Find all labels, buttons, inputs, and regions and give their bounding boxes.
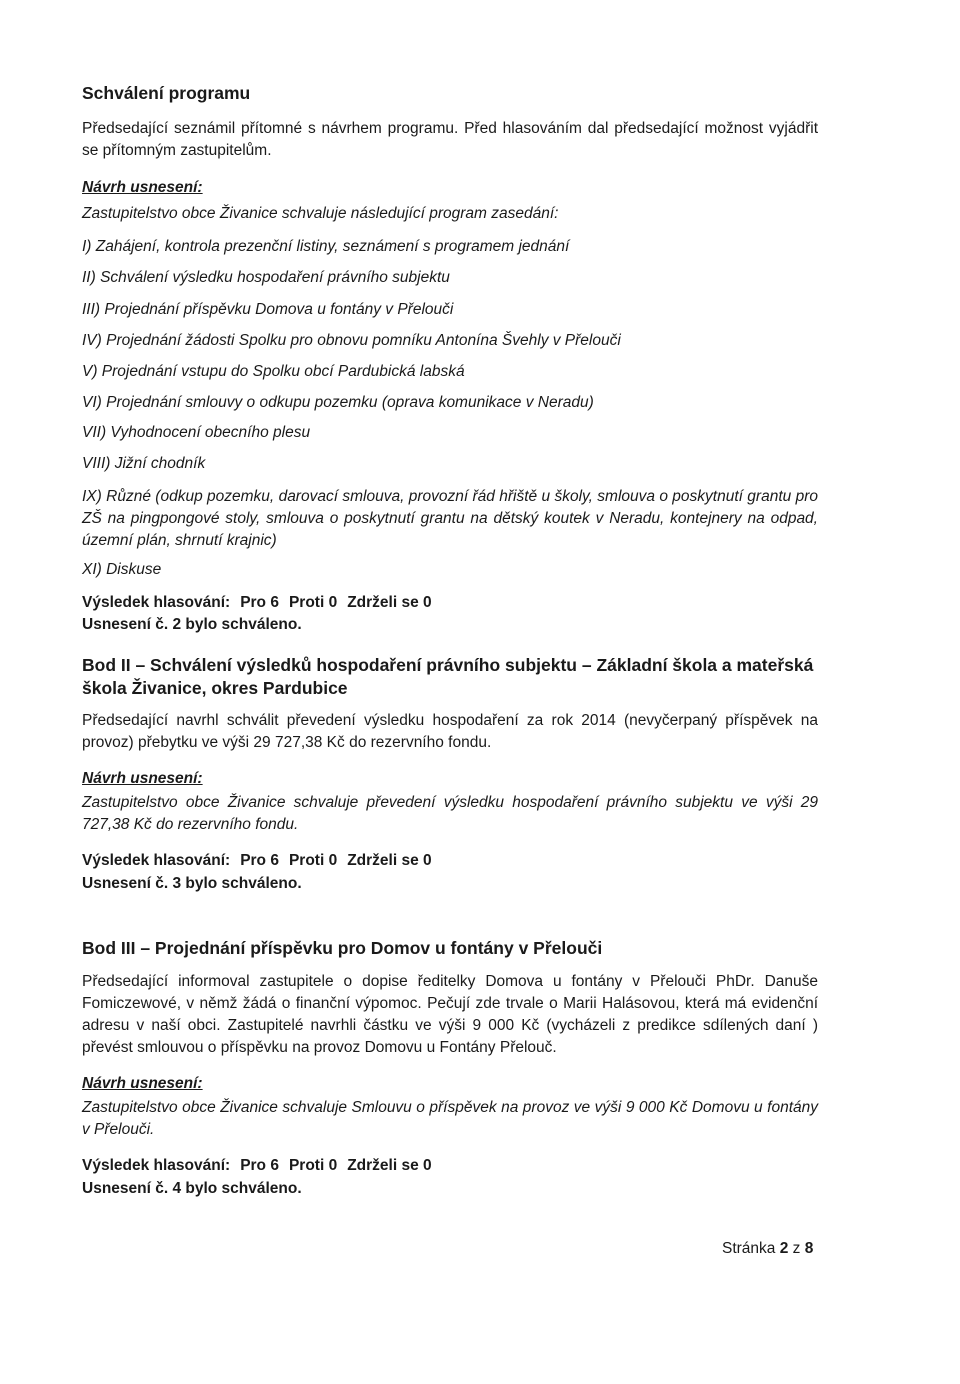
bod2-navrh-label: Návrh usnesení: — [82, 770, 203, 787]
vote-pro: Pro 6 — [240, 1157, 279, 1174]
vote-zdrzeli: Zdrželi se 0 — [347, 852, 432, 869]
agenda-item: IX) Různé (odkup pozemku, darovací smlouva, provozní řád hřiště u školy, smlouva o poskytnutí grantu pro ZŠ na pingpongové stoly, smlouva o poskytnutí grantu na dětský koutek v Neradu, kontejnery na odpad, územní plán, shrnutí krajnic) — [82, 488, 818, 549]
vote-proti: Proti 0 — [288, 1157, 338, 1174]
bod3-intro: Předsedající informoval zastupitele o dopise ředitelky Domova u fontány v Přelouči PhDr. Danuše Fomiczewové, v němž žádá o finanční výpomoc. Pečují zde trvale o Marii Halásovou, která má evidenční adresu v naší obci. Zastupitelé navrhli částku ve výši 9 000 Kč (vycházeli z predikce sdílených daní ) převést smlouvou o příspěvku na provoz Domovu u Fontány Přelouč. — [82, 973, 818, 1056]
vote-proti: Proti 0 — [288, 852, 338, 869]
agenda-item: VIII) Jižní chodník — [82, 455, 206, 472]
page-sep: z — [792, 1240, 801, 1257]
vote-label: Výsledek hlasování: — [82, 852, 231, 869]
page-label: Stránka — [722, 1240, 776, 1257]
section-program-intro: Předsedající seznámil přítomné s návrhem programu. Před hlasováním dal předsedající možnost vyjádřit se přítomným zastupitelům. — [82, 120, 818, 159]
bod3-navrh-label: Návrh usnesení: — [82, 1075, 203, 1092]
page-current: 2 — [779, 1240, 789, 1257]
vote-zdrzeli: Zdrželi se 0 — [347, 1157, 432, 1174]
bod2-navrh-text: Zastupitelstvo obce Živanice schvaluje převedení výsledku hospodaření právního subjektu ve výši 29 727,38 Kč do rezervního fondu. — [82, 794, 818, 833]
agenda-item: IV) Projednání žádosti Spolku pro obnovu pomníku Antonína Švehly v Přelouči — [82, 332, 621, 349]
section-program-navrh-text: Zastupitelstvo obce Živanice schvaluje následující program zasedání: — [82, 205, 559, 222]
bod3-navrh-text: Zastupitelstvo obce Živanice schvaluje Smlouvu o příspěvek na provoz ve výši 9 000 Kč Domovu u fontány v Přelouči. — [82, 1099, 818, 1138]
bod2-title-line1: Bod II – Schválení výsledků hospodaření právního subjektu – Základní škola a mateřská — [82, 655, 814, 675]
vote-label: Výsledek hlasování: — [82, 594, 231, 611]
agenda-item: VI) Projednání smlouvy o odkupu pozemku (oprava komunikace v Neradu) — [82, 394, 594, 411]
section-program-vote — [82, 592, 442, 614]
bod2-intro: Předsedající navrhl schválit převedení výsledku hospodaření za rok 2014 (nevyčerpaný příspěvek na provoz) přebytku ve výši 29 727,38 Kč do rezervního fondu. — [82, 712, 818, 751]
vote-proti: Proti 0 — [288, 594, 338, 611]
section-program-title: Schválení programu — [82, 83, 251, 103]
section-program-result: Usnesení č. 2 bylo schváleno. — [82, 616, 302, 633]
agenda-item: III) Projednání příspěvku Domova u fontány v Přelouči — [82, 301, 454, 318]
agenda-item: XI) Diskuse — [82, 561, 162, 578]
bod3-title: Bod III – Projednání příspěvku pro Domov u fontány v Přelouči — [82, 938, 603, 958]
page-total: 8 — [804, 1240, 814, 1257]
section-program-navrh-label: Návrh usnesení: — [82, 179, 203, 196]
agenda-item: I) Zahájení, kontrola prezenční listiny, seznámení s programem jednání — [82, 238, 570, 255]
page-number — [722, 1238, 813, 1260]
agenda-item: V) Projednání vstupu do Spolku obcí Pardubická labská — [82, 363, 465, 380]
agenda-item: II) Schválení výsledku hospodaření právního subjektu — [82, 269, 450, 286]
bod2-title-line2: škola Živanice, okres Pardubice — [82, 678, 348, 698]
bod3-vote — [82, 1155, 442, 1177]
vote-pro: Pro 6 — [240, 594, 279, 611]
bod2-result: Usnesení č. 3 bylo schváleno. — [82, 875, 302, 892]
agenda-item: VII) Vyhodnocení obecního plesu — [82, 424, 311, 441]
vote-label: Výsledek hlasování: — [82, 1157, 231, 1174]
bod2-vote — [82, 850, 442, 872]
vote-zdrzeli: Zdrželi se 0 — [347, 594, 432, 611]
vote-pro: Pro 6 — [240, 852, 279, 869]
bod3-result: Usnesení č. 4 bylo schváleno. — [82, 1180, 302, 1197]
